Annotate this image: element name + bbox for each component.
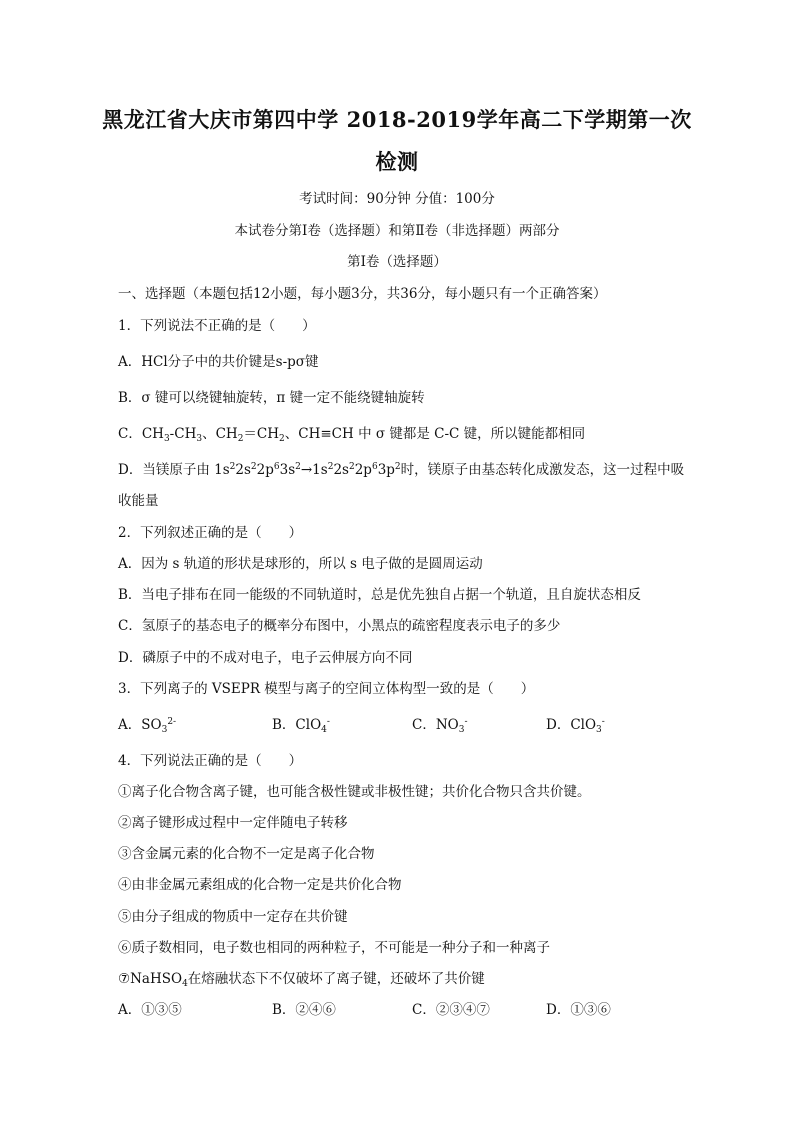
question-4-statement-7: ⑦NaHSO$_4$在熔融状态下不仅破坏了离子键，还破坏了共价键 <box>118 971 485 989</box>
question-4-option-c: C．②③④⑦ <box>412 1002 490 1018</box>
question-3-option-a: A．$SO_3^{2-}$ <box>118 717 177 735</box>
question-4-statement-3: ③含金属元素的化合物不一定是离子化合物 <box>118 846 375 862</box>
question-4-option-a: A．①③⑤ <box>118 1002 182 1018</box>
question-4-option-d: D．①③⑥ <box>546 1002 611 1018</box>
question-3-stem: 3．下列离子的 VSEPR 模型与离子的空间立体构型一致的是（ ） <box>118 681 535 697</box>
document-title: 黑龙江省大庆市第四中学 2018-2019学年高二下学期第一次 <box>102 107 692 132</box>
question-1-option-d-continued: 收能量 <box>118 493 159 509</box>
question-2-option-a: A．因为 s 轨道的形状是球形的，所以 s 电子做的是圆周运动 <box>118 556 483 572</box>
question-1-stem: 1．下列说法不正确的是（ ） <box>118 318 316 334</box>
question-4-statement-5: ⑤由分子组成的物质中一定存在共价键 <box>118 909 348 925</box>
question-4-statement-6: ⑥质子数相同，电子数也相同的两种粒子，不可能是一种分子和一种离子 <box>118 940 550 956</box>
question-3-option-c: C．$NO_3^-$ <box>412 717 468 735</box>
question-2-option-d: D．磷原子中的不成对电子，电子云伸展方向不同 <box>118 650 413 666</box>
section-heading: 一、选择题（本题包括12小题，每小题3分，共36分，每小题只有一个正确答案） <box>118 286 607 302</box>
question-2-option-b: B．当电子排布在同一能级的不同轨道时，总是优先独自占据一个轨道，且自旋状态相反 <box>118 587 641 603</box>
question-2-stem: 2．下列叙述正确的是（ ） <box>118 525 303 541</box>
question-1-option-c: C．$CH_3-CH_3$、$CH_2=CH_2$、CH≡CH 中 σ 键都是 C-C 键，所以键能都相同 <box>118 426 586 444</box>
exam-info: 考试时间：90分钟 分值：100分 <box>299 191 495 207</box>
question-4-statement-1: ①离子化合物含离子键，也可能含极性键或非极性键；共价化合物只含共价键。 <box>118 784 591 800</box>
question-1-option-d: D．当镁原子由 $1s^22s^22p^63s^2\to 1s^22s^22p^63p^2$时，镁原子由基态转化成激发态，这一过程中吸 <box>118 462 685 478</box>
part1-heading: 第Ⅰ卷（选择题） <box>347 254 447 270</box>
question-4-stem: 4．下列说法正确的是（ ） <box>118 753 303 769</box>
question-1-option-a: A．HCl分子中的共价键是s-pσ键 <box>118 354 319 370</box>
paper-parts-note: 本试卷分第Ⅰ卷（选择题）和第Ⅱ卷（非选择题）两部分 <box>234 223 560 239</box>
document-title-continued: 检测 <box>375 149 419 174</box>
question-4-option-b: B．②④⑥ <box>272 1002 336 1018</box>
question-1-option-b: B．σ 键可以绕键轴旋转，π 键一定不能绕键轴旋转 <box>118 390 425 406</box>
question-3-option-d: D．ClO$_3$- <box>546 717 605 735</box>
question-3-option-b: B．ClO$_4$- <box>272 717 330 735</box>
question-4-statement-4: ④由非金属元素组成的化合物一定是共价化合物 <box>118 877 402 893</box>
question-2-option-c: C．氢原子的基态电子的概率分布图中，小黑点的疏密程度表示电子的多少 <box>118 618 561 634</box>
question-4-statement-2: ②离子键形成过程中一定伴随电子转移 <box>118 815 348 831</box>
